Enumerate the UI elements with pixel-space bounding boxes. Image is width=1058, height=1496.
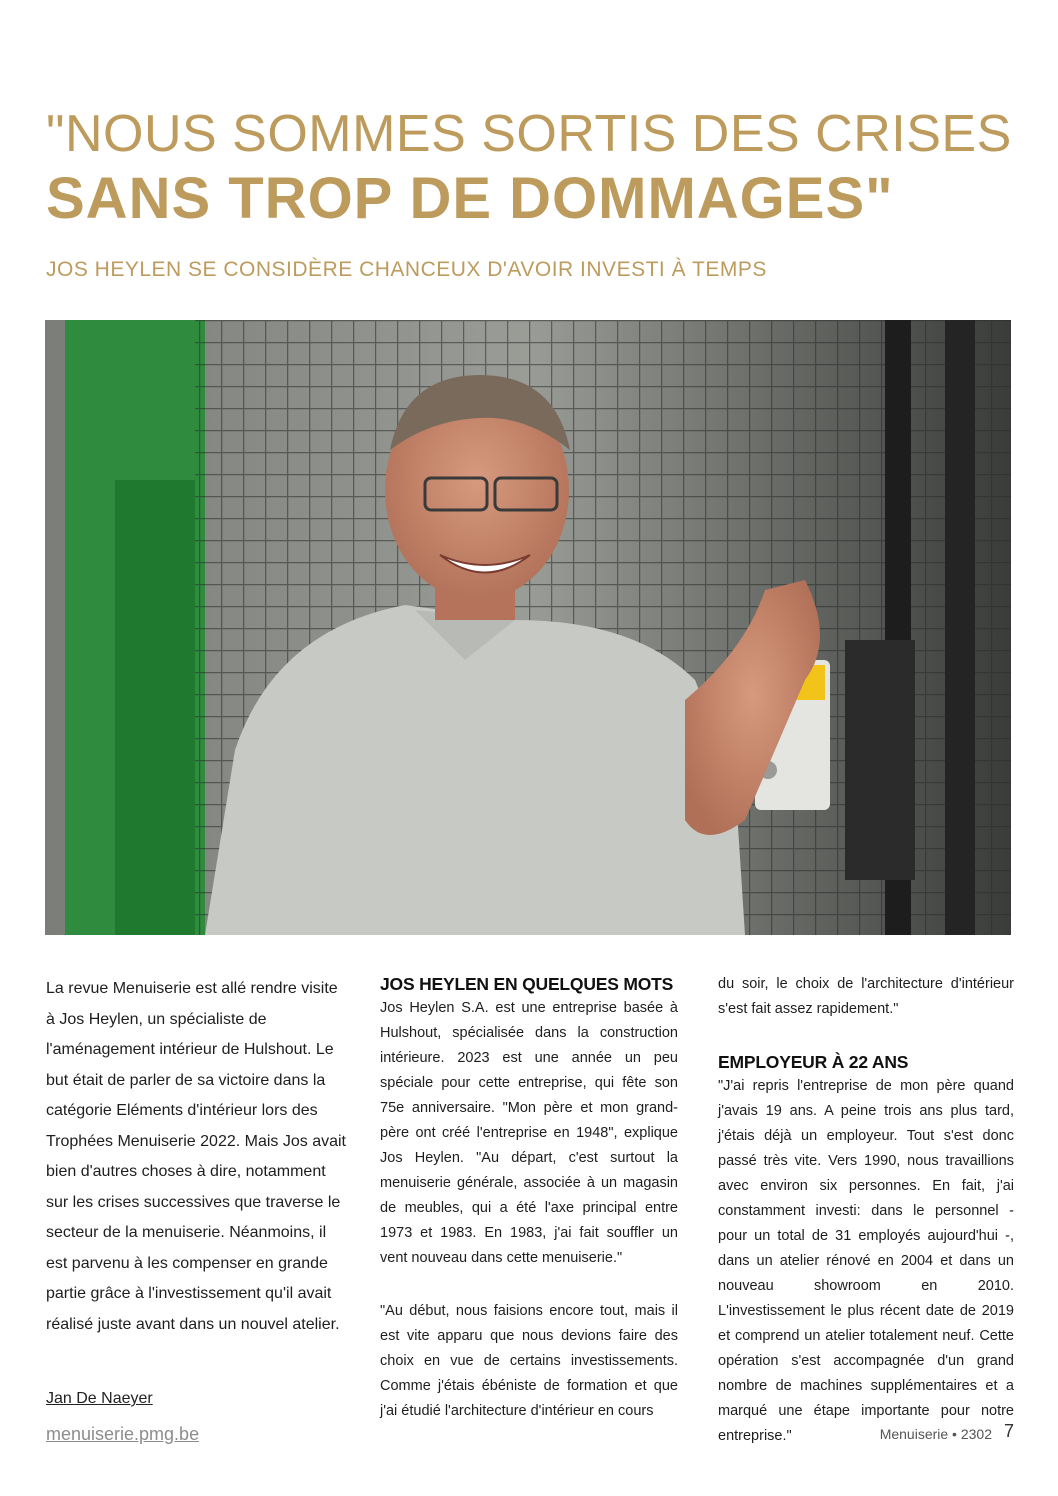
intro-column (46, 974, 346, 1340)
section-2-paragraph-1: "J'ai repris l'entreprise de mon père quand j'avais 19 ans. A peine trois ans plus tard, j'étais déjà un employeur. Tout s'est donc passé très vite. Vers 1990, nous travaillions avec environ six personnes. En fait, j'ai constamment investi: dans le personnel - pour un total de 31 employés aujourd'hui -, dans un atelier rénové en 2004 et dans un nouveau showroom en 2010. L'investissement le plus récent date de 2019 et comprend un atelier totalement neuf. Cette opération s'est accompagnée d'un grand nombre de machines supplémentaires et a marqué une étape importante pour notre entreprise." (718, 1078, 1014, 1444)
section-1-paragraph-2: "Au début, nous faisions encore tout, mais il est vite apparu que nous devions faire des choix en vue de certains investissements. Comme j'étais ébéniste de formation et que j'ai étudié l'architecture d'intérieur en cours (380, 1303, 678, 1419)
continuation-paragraph: du soir, le choix de l'architecture d'intérieur s'est fait assez rapidement." (718, 976, 1014, 1017)
article-column-2 (380, 972, 678, 1424)
footer-issue-label: Menuiserie • 2302 (879, 1426, 992, 1442)
title-line-2: SANS TROP DE DOMMAGES" (46, 166, 894, 231)
article-column-3 (718, 972, 1014, 1449)
subtitle: JOS HEYLEN SE CONSIDÈRE CHANCEUX D'AVOIR INVESTI À TEMPS (46, 258, 767, 281)
intro-text: La revue Menuiserie est allé rendre visite à Jos Heylen, un spécialiste de l'aménagement intérieur de Hulshout. Le but était de parler de sa victoire dans la catégorie Eléments d'intérieur lors des Trophées Menuiserie 2022. Mais Jos avait bien d'autres choses à dire, notamment sur les crises successives que traverse le secteur de la menuiserie. Néanmoins, il est parvenu à les compenser en grande partie grâce à l'investissement qu'il avait réalisé juste avant dans un nouvel atelier. (46, 980, 346, 1333)
footer-website-link[interactable]: menuiserie.pmg.be (46, 1424, 200, 1444)
page-number: 7 (1003, 1421, 1014, 1441)
section-1-paragraph-1: Jos Heylen S.A. est une entreprise basée à Hulshout, spécialisée dans la construction intérieure. 2023 est une année un peu spéciale pour cette entreprise, qui fête son 75e anniversaire. "Mon père et mon grand-père ont créé l'entreprise en 1948", explique Jos Heylen. "Au départ, c'est surtout la menuiserie générale, associée à un magasin de meubles, qui a été l'axe principal entre 1973 et 1983. En 1983, j'ai fait souffler un vent nouveau dans cette menuiserie." (380, 1000, 678, 1266)
section-heading-2: EMPLOYEUR À 22 ANS (718, 1052, 909, 1072)
title-line-1: "NOUS SOMMES SORTIS DES CRISES (46, 105, 1012, 163)
author-link[interactable]: Jan De Naeyer (46, 1390, 153, 1407)
section-heading-1: JOS HEYLEN EN QUELQUES MOTS (380, 974, 674, 994)
portrait-photo (45, 320, 1011, 935)
photo-illustration (45, 320, 1011, 935)
